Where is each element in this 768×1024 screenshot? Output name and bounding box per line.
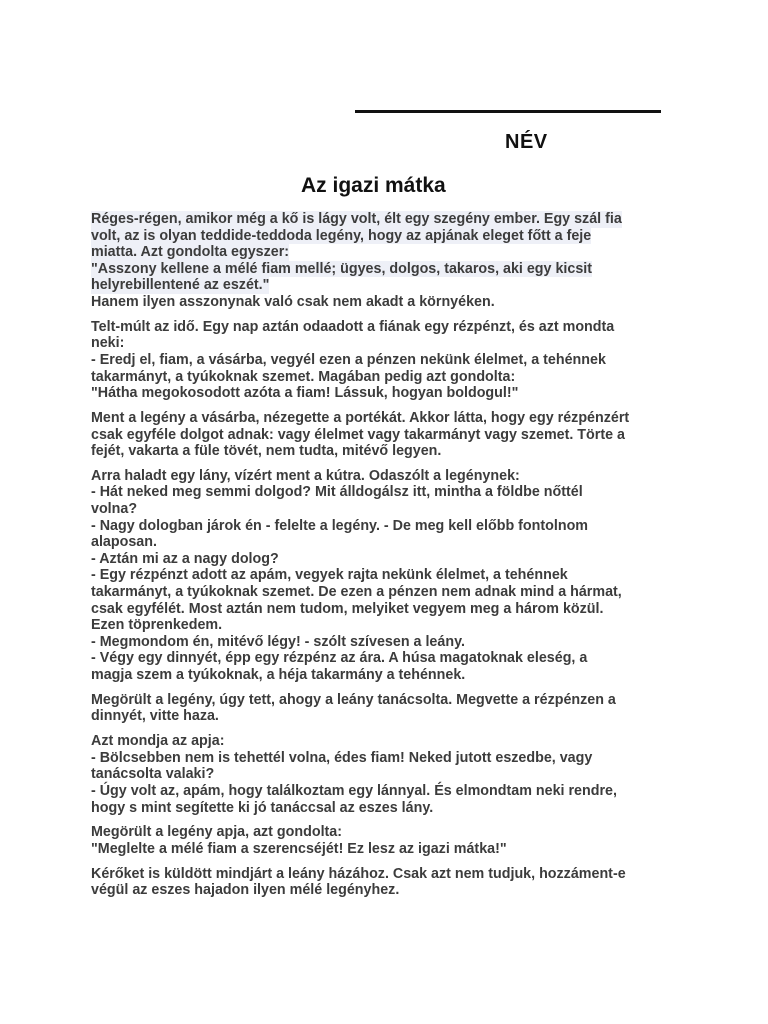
text-line: hogy s mint segítette ki jó tanáccsal az eszes lány. (91, 799, 434, 816)
text-line: volt, az is olyan teddide-teddoda legény, hogy az apjának eleget főtt a feje (91, 227, 592, 244)
text-line: Megörült a legény, úgy tett, ahogy a leány tanácsolta. Megvette a rézpénzen a (91, 691, 616, 708)
story-title: Az igazi mátka (301, 174, 446, 197)
story-paragraph (91, 211, 676, 311)
text-line: Kérőket is küldött mindjárt a leány házához. Csak azt nem tudjuk, hozzáment-e (91, 865, 626, 882)
text-line: - Hát neked meg semmi dolgod? Mit álldogálsz itt, mintha a földbe nőttél (91, 484, 583, 501)
text-line: Telt-múlt az idő. Egy nap aztán odaadott a fiának egy rézpénzt, és azt mondta (91, 318, 615, 335)
story-paragraph (91, 692, 676, 725)
text-line: fejét, vakarta a füle tövét, nem tudta, mitévő legyen. (91, 443, 442, 460)
text-line: Megörült a legény apja, azt gondolta: (91, 824, 343, 841)
text-line: volna? (91, 501, 138, 518)
text-line: Arra haladt egy lány, vízért ment a kútra. Odaszólt a legénynek: (91, 467, 520, 484)
story-paragraph (91, 468, 676, 684)
text-line: csak egyféle dolgot adnak: vagy élelmet vagy takarmányt vagy szemet. Törte a (91, 426, 625, 443)
story-body (91, 211, 676, 907)
text-line: Ezen töprenkedem. (91, 617, 223, 634)
text-line: - Bölcsebben nem is tehettél volna, édes fiam! Neked jutott eszedbe, vagy (91, 749, 593, 766)
text-line: - Aztán mi az a nagy dolog? (91, 550, 279, 567)
text-line: takarmányt, a tyúkoknak szemet. De ezen a pénzen nem adnak mind a hármat, (91, 584, 622, 601)
text-line: "Meglelte a mélé fiam a szerencséjét! Ez lesz az igazi mátka!" (91, 840, 507, 857)
text-line: - Eredj el, fiam, a vásárba, vegyél ezen a pénzen nekünk élelmet, a tehénnek (91, 351, 606, 368)
text-line: takarmányt, a tyúkoknak szemet. Magában pedig azt gondolta: (91, 368, 516, 385)
text-line: - Végy egy dinnyét, épp egy rézpénz az ára. A húsa magatoknak eleség, a (91, 650, 588, 667)
story-paragraph (91, 824, 676, 857)
text-line: miatta. Azt gondolta egyszer: (91, 244, 290, 261)
text-line: Azt mondja az apja: (91, 733, 225, 750)
text-line: tanácsolta valaki? (91, 766, 215, 783)
text-line: - Megmondom én, mitévő légy! - szólt szívesen a leány. (91, 633, 465, 650)
text-line: - Egy rézpénzt adott az apám, vegyek rajta nekünk élelmet, a tehénnek (91, 567, 568, 584)
text-line: neki: (91, 335, 125, 352)
text-line: csak egyfélét. Most aztán nem tudom, melyiket vegyem meg a három közül. (91, 600, 604, 617)
story-paragraph (91, 319, 676, 402)
text-line: - Úgy volt az, apám, hogy találkoztam egy lánnyal. És elmondtam neki rendre, (91, 782, 617, 799)
text-line: magja szem a tyúkoknak, a héja takarmány a tehénnek. (91, 667, 466, 683)
name-blank-line (355, 110, 661, 113)
story-paragraph (91, 410, 676, 460)
text-line: helyrebillentené az eszét." (91, 277, 270, 294)
story-paragraph (91, 866, 676, 899)
text-line: "Hátha megokosodott azóta a fiam! Lássuk, hogyan boldogul!" (91, 385, 519, 402)
text-line: dinnyét, vitte haza. (91, 708, 219, 725)
story-paragraph (91, 733, 676, 816)
name-label: NÉV (505, 131, 548, 153)
text-line: "Asszony kellene a mélé fiam mellé; ügyes, dolgos, takaros, aki egy kicsit (91, 260, 593, 277)
text-line: Ment a legény a vásárba, nézegette a portékát. Akkor látta, hogy egy rézpénzért (91, 409, 630, 426)
text-line: Réges-régen, amikor még a kő is lágy volt, élt egy szegény ember. Egy szál fia (91, 211, 622, 227)
text-line: végül az eszes hajadon ilyen mélé legényhez. (91, 882, 400, 899)
text-line: - Nagy dologban járok én - felelte a legény. - De meg kell előbb fontolnom (91, 517, 589, 534)
text-line: alaposan. (91, 534, 157, 551)
text-line: Hanem ilyen asszonynak való csak nem akadt a környéken. (91, 293, 495, 310)
